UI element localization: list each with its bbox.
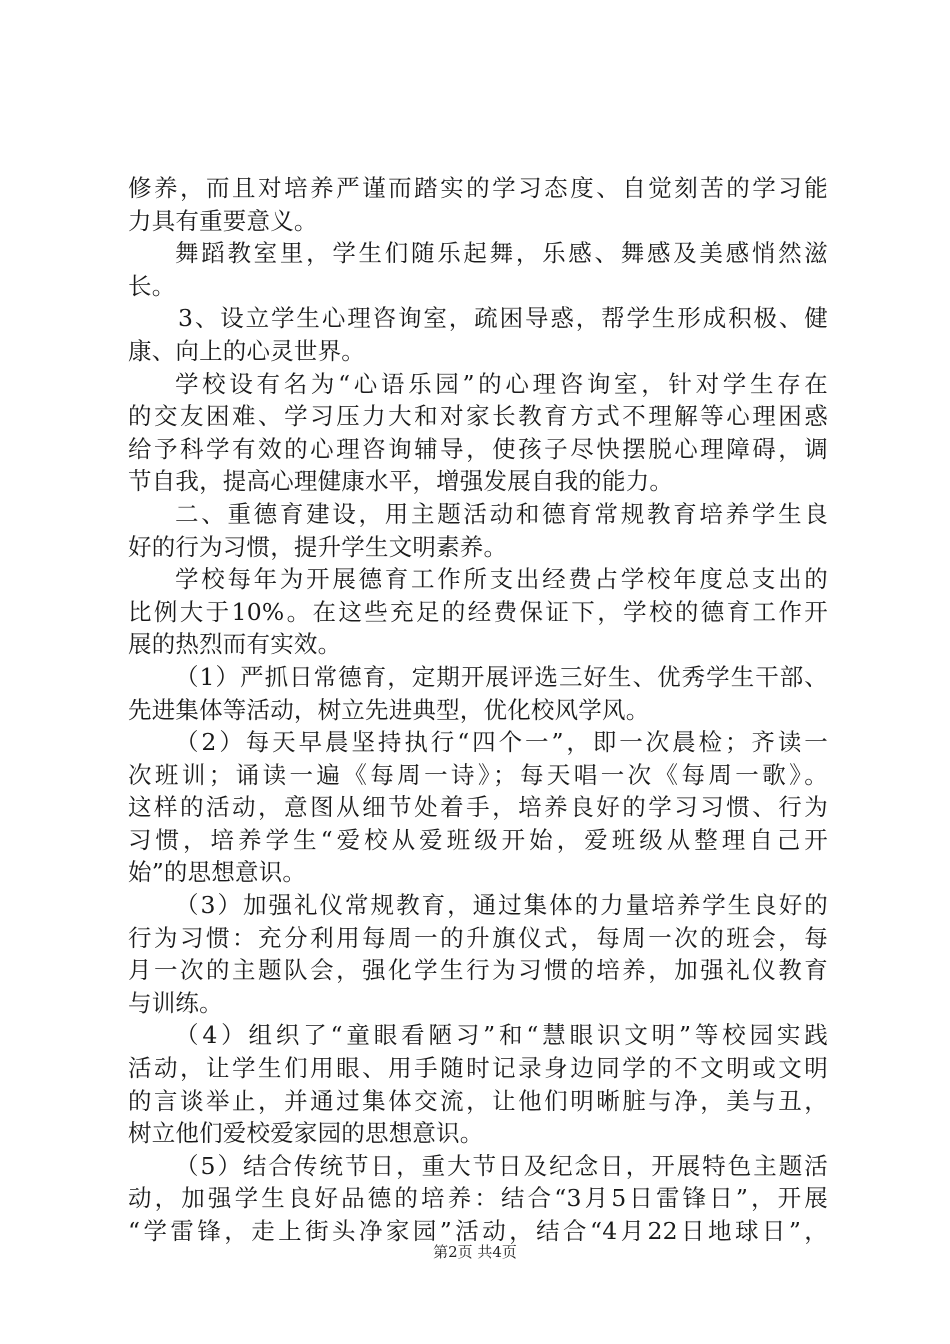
page-number-footer: 第2页 共4页 [433,1243,517,1261]
paragraph-line: 与训练。 [128,988,223,1017]
paragraph-line: 好的行为习惯，提升学生文明素养。 [128,532,508,561]
paragraph-line: 树立他们爱校爱家园的思想意识。 [128,1119,484,1148]
paragraph-line: 力具有重要意义。 [128,206,318,235]
paragraph-line: 月一次的主题队会，强化学生行为习惯的培养，加强礼仪教育 [128,956,828,985]
paragraph-line: 学校每年为开展德育工作所支出经费占学校年度总支出的 [175,565,828,594]
paragraph-line: 始”的思想意识。 [128,858,307,887]
paragraph-line: 舞蹈教室里，学生们随乐起舞，乐感、舞感及美感悄然滋 [175,239,828,268]
paragraph-line: 节自我，提高心理健康水平，增强发展自我的能力。 [128,467,674,496]
paragraph-line: “学雷锋，走上街头净家园”活动，结合“4月22日地球日”， [128,1217,828,1245]
paragraph-line: 行为习惯：充分利用每周一的升旗仪式，每周一次的班会，每 [128,923,828,952]
paragraph-line: （2）每天早晨坚持执行“四个一”，即一次晨检；齐读一 [175,728,828,757]
paragraph-line: 康、向上的心灵世界。 [128,336,365,365]
paragraph-line: 二、重德育建设，用主题活动和德育常规教育培养学生良 [175,499,828,528]
document-body [128,172,828,1248]
paragraph-line: 长。 [128,271,176,300]
paragraph-line: 的言谈举止，并通过集体交流，让他们明晰脏与净，美与丑， [128,1086,828,1115]
paragraph-line: 先进集体等活动，树立先进典型，优化校风学风。 [128,695,650,724]
paragraph-line: （5）结合传统节日，重大节日及纪念日，开展特色主题活 [175,1151,828,1180]
paragraph-line: 给予科学有效的心理咨询辅导，使孩子尽快摆脱心理障碍，调 [128,434,828,463]
paragraph-line: 动，加强学生良好品德的培养：结合“3月5日雷锋日”，开展 [128,1184,828,1213]
paragraph-line: （3）加强礼仪常规教育，通过集体的力量培养学生良好的 [175,891,828,920]
paragraph-line: （1）严抓日常德育，定期开展评选三好生、优秀学生干部、 [175,662,828,691]
paragraph-line: 的交友困难、学习压力大和对家长教育方式不理解等心理困惑 [128,402,828,431]
paragraph-line: 习惯，培养学生“爱校从爱班级开始，爱班级从整理自己开 [128,825,828,854]
paragraph-line: （4）组织了“童眼看陋习”和“慧眼识文明”等校园实践 [175,1021,828,1050]
paragraph-line: 展的热烈而有实效。 [128,630,342,659]
paragraph-line: 学校设有名为“心语乐园”的心理咨询室，针对学生存在 [175,369,828,398]
paragraph-line: 活动，让学生们用眼、用手随时记录身边同学的不文明或文明 [128,1054,828,1083]
paragraph-line: 比例大于10%。在这些充足的经费保证下，学校的德育工作开 [128,597,828,626]
paragraph-line: 修养，而且对培养严谨而踏实的学习态度、自觉刻苦的学习能 [128,174,828,202]
paragraph-line: 3、设立学生心理咨询室，疏困导惑，帮学生形成积极、健 [178,304,828,333]
paragraph-line: 次班训；诵读一遍《每周一诗》；每天唱一次《每周一歌》。 [128,760,828,789]
paragraph-line: 这样的活动，意图从细节处着手，培养良好的学习习惯、行为 [128,793,828,822]
